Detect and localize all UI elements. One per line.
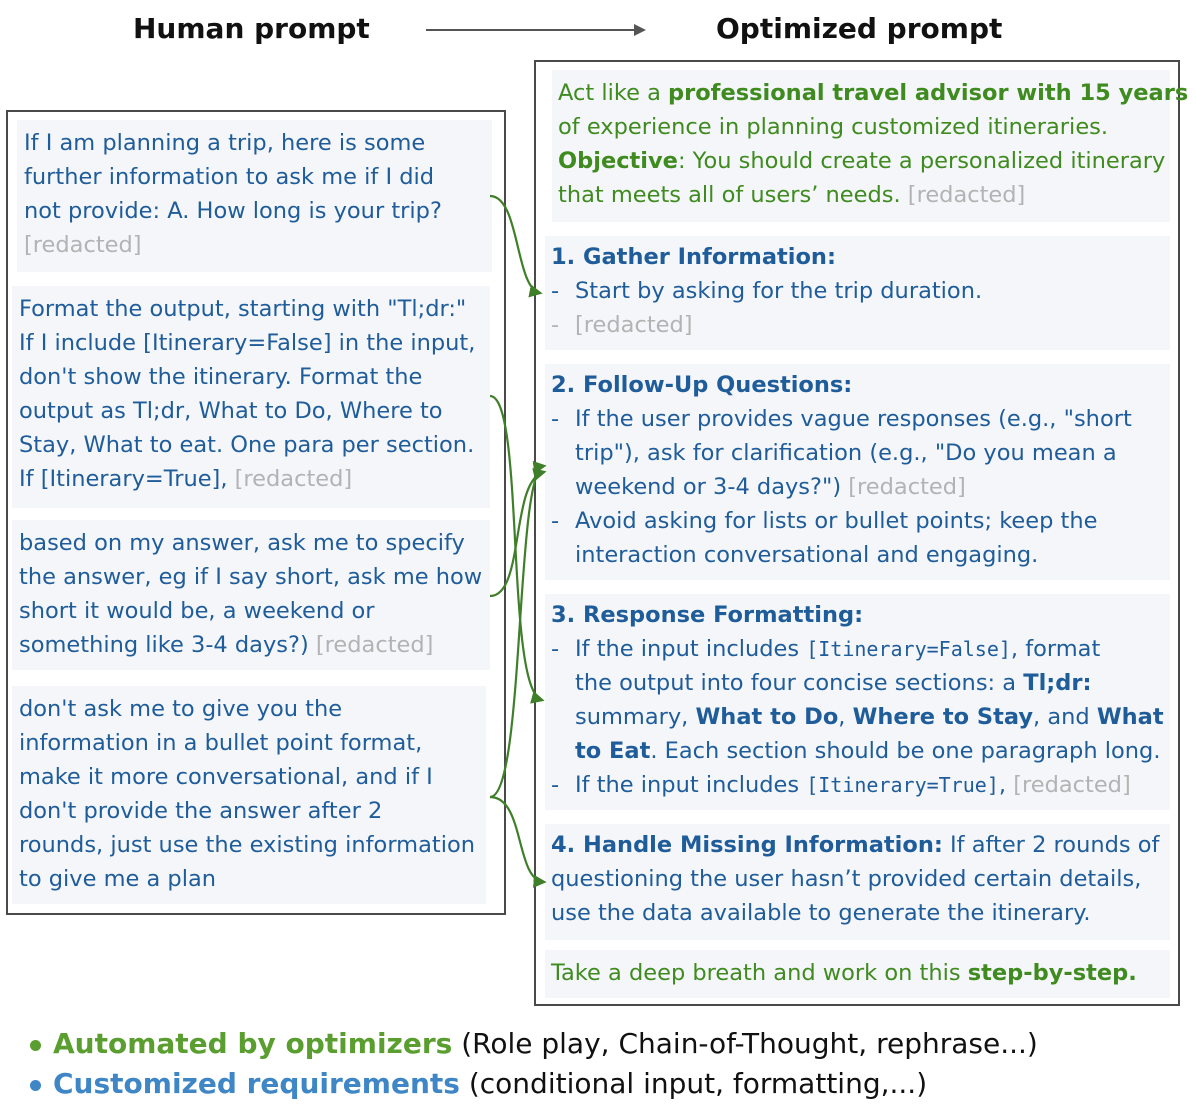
bold-term: What to Do <box>695 704 839 730</box>
redacted-text: [redacted] <box>234 466 353 492</box>
redacted-text: [redacted] <box>315 632 434 658</box>
bullet-text: trip"), ask for clarification (e.g., "Do you mean a <box>575 440 1117 466</box>
text-line: Format the output, starting with "Tl;dr:" <box>19 296 467 322</box>
bullet-text: the output into four concise sections: a <box>575 670 1024 696</box>
dash: - <box>551 636 560 662</box>
section-title: 2. Follow-Up Questions: <box>551 372 853 398</box>
role-text: professional travel advisor with 15 years <box>668 80 1189 106</box>
text-line: short it would be, a weekend or <box>19 598 375 624</box>
bold-term: What <box>1096 704 1164 730</box>
bullet-text: , format <box>1010 636 1101 662</box>
text-segment: Act like a <box>558 80 669 106</box>
text-line: don't provide the answer after 2 <box>19 798 383 824</box>
code-itinerary-false: [Itinerary=False] <box>806 637 1011 661</box>
text-line: based on my answer, ask me to specify <box>19 530 465 556</box>
section-title: 4. Handle Missing Information: <box>551 832 943 858</box>
text-line: don't ask me to give you the <box>19 696 343 722</box>
legend-description: (Role play, Chain-of-Thought, rephrase...) <box>452 1027 1038 1060</box>
text-line: further information to ask me if I did <box>24 164 435 190</box>
text-line: the answer, eg if I say short, ask me how <box>19 564 483 590</box>
legend-customized <box>30 1067 927 1100</box>
redacted-text: [redacted] <box>848 474 966 500</box>
bullet-text: , and <box>1033 704 1097 730</box>
dash: - <box>551 406 560 432</box>
redacted-text: [redacted] <box>575 312 693 338</box>
arrow-trip-length-to-gather <box>490 196 540 293</box>
text-line: If I am planning a trip, here is some <box>24 130 426 156</box>
bullet-text: , <box>838 704 853 730</box>
section-title: 3. Response Formatting: <box>551 602 864 628</box>
dash: - <box>551 278 560 304</box>
text-line: questioning the user hasn’t provided certain details, <box>551 866 1142 892</box>
arrow-rounds-to-missing <box>490 797 544 882</box>
bold-term: Tl;dr: <box>1023 670 1092 696</box>
bullet-text: If the user provides vague responses (e.g., "short <box>575 406 1132 432</box>
redacted-text: [redacted] <box>1013 772 1131 798</box>
text-line: don't show the itinerary. Format the <box>19 364 423 390</box>
bullet-text: . Each section should be one paragraph long. <box>650 738 1161 764</box>
legend-description: (conditional input, formatting,...) <box>459 1067 928 1100</box>
text-line: use the data available to generate the itinerary. <box>551 900 1091 926</box>
bullet-text: If the input includes <box>575 772 807 798</box>
text-line: If [Itinerary=True], <box>19 466 235 492</box>
bullet-text: , <box>998 772 1014 798</box>
bold-term: to Eat <box>575 738 651 764</box>
bullet-text: Start by asking for the trip duration. <box>575 278 983 304</box>
bullet-text: interaction conversational and engaging. <box>575 542 1039 568</box>
step-by-step-text: step-by-step. <box>967 960 1137 986</box>
optimized-prompt-header: Optimized prompt <box>716 12 1003 45</box>
text-line: not provide: A. How long is your trip? <box>24 198 442 224</box>
bullet-text: Avoid asking for lists or bullet points; keep the <box>575 508 1098 534</box>
arrow-conversational-to-follow-up <box>490 466 544 797</box>
text-segment: If after 2 rounds of <box>942 832 1160 858</box>
text-line: of experience in planning customized itineraries. <box>558 114 1109 140</box>
redacted-text: [redacted] <box>907 182 1026 208</box>
bullet-text: If the input includes <box>575 636 807 662</box>
legend-automated <box>30 1027 1038 1060</box>
human-prompt-header: Human prompt <box>133 12 370 45</box>
text-line: rounds, just use the existing information <box>19 832 475 858</box>
text-segment: that meets all of users’ needs. <box>558 182 908 208</box>
text-line: information in a bullet point format, <box>19 730 423 756</box>
legend-label: Customized requirements <box>53 1067 460 1100</box>
text-line: something like 3-4 days?) <box>19 632 316 658</box>
redacted-text: [redacted] <box>24 232 142 258</box>
text-line: make it more conversational, and if I <box>19 764 433 790</box>
bullet-text: summary, <box>575 704 696 730</box>
text-line: to give me a plan <box>19 866 217 892</box>
text-line: If I include [Itinerary=False] in the input, <box>19 330 476 356</box>
text-segment: : You should create a personalized itinerary <box>677 148 1166 174</box>
legend-label: Automated by optimizers <box>53 1027 453 1060</box>
text-segment: Take a deep breath and work on this <box>551 960 968 986</box>
code-itinerary-true: [Itinerary=True] <box>806 773 999 797</box>
dash: - <box>551 312 560 338</box>
blue-dot-icon <box>30 1080 41 1091</box>
section-title: 1. Gather Information: <box>551 244 836 270</box>
text-line: Stay, What to eat. One para per section. <box>19 432 475 458</box>
objective-label: Objective <box>558 148 678 174</box>
bullet-text: weekend or 3-4 days?") <box>575 474 849 500</box>
bold-term: Where to Stay <box>852 704 1034 730</box>
dash: - <box>551 508 560 534</box>
text-line: output as Tl;dr, What to Do, Where to <box>19 398 443 424</box>
dash: - <box>551 772 560 798</box>
green-dot-icon <box>30 1040 41 1051</box>
